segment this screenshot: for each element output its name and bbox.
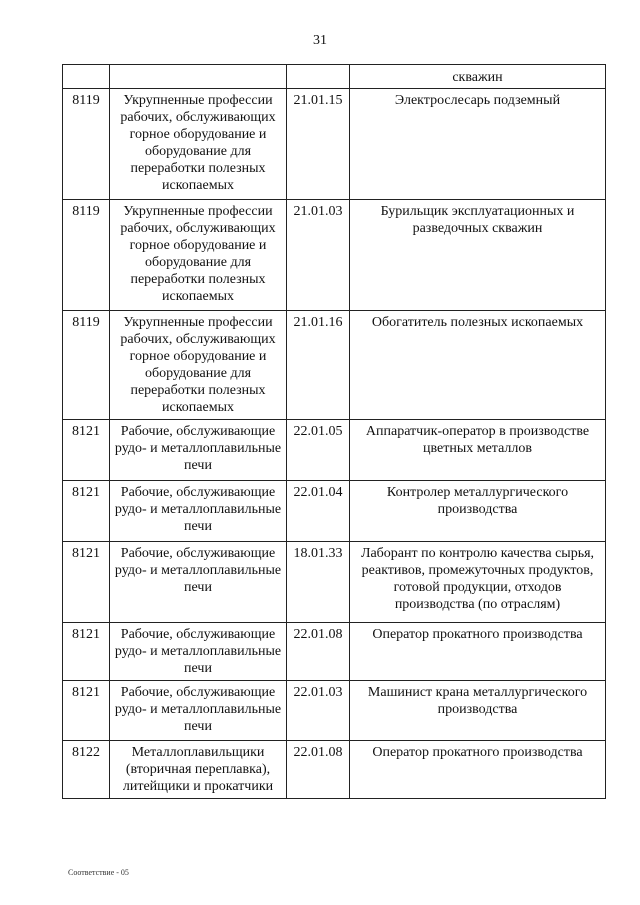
profession-cell: Аппаратчик-оператор в производстве цветных металлов bbox=[350, 420, 606, 481]
code-cell: 8122 bbox=[63, 741, 110, 799]
group-cell: Рабочие, обслуживающие рудо- и металлоплавильные печи bbox=[110, 542, 287, 623]
group-cell: Рабочие, обслуживающие рудо- и металлоплавильные печи bbox=[110, 681, 287, 741]
profession-cell: Бурильщик эксплуатационных и разведочных скважин bbox=[350, 200, 606, 311]
group-cell: Укрупненные профессии рабочих, обслуживающих горное оборудование и оборудование для переработки полезных ископаемых bbox=[110, 311, 287, 420]
profession-cell: Оператор прокатного производства bbox=[350, 741, 606, 799]
table-row bbox=[63, 681, 606, 741]
okso-cell: 22.01.08 bbox=[287, 623, 350, 681]
okso-cell: 22.01.08 bbox=[287, 741, 350, 799]
table-row bbox=[63, 311, 606, 420]
code-cell: 8121 bbox=[63, 623, 110, 681]
okso-cell: 22.01.03 bbox=[287, 681, 350, 741]
code-cell: 8119 bbox=[63, 311, 110, 420]
code-cell: 8119 bbox=[63, 89, 110, 200]
table-row bbox=[63, 623, 606, 681]
code-cell: 8119 bbox=[63, 200, 110, 311]
table-row bbox=[63, 65, 606, 89]
code-cell: 8121 bbox=[63, 542, 110, 623]
group-cell: Рабочие, обслуживающие рудо- и металлоплавильные печи bbox=[110, 420, 287, 481]
code-cell bbox=[63, 65, 110, 89]
code-cell: 8121 bbox=[63, 420, 110, 481]
okso-cell: 18.01.33 bbox=[287, 542, 350, 623]
okso-cell: 21.01.16 bbox=[287, 311, 350, 420]
code-cell: 8121 bbox=[63, 681, 110, 741]
professions-table bbox=[62, 64, 606, 799]
table-row bbox=[63, 200, 606, 311]
table-row bbox=[63, 542, 606, 623]
group-cell bbox=[110, 65, 287, 89]
page-number: 31 bbox=[313, 33, 327, 48]
profession-cell: Лаборант по контролю качества сырья, реактивов, промежуточных продуктов, готовой продукции, отходов производства (по отраслям) bbox=[350, 542, 606, 623]
group-cell: Укрупненные профессии рабочих, обслуживающих горное оборудование и оборудование для переработки полезных ископаемых bbox=[110, 89, 287, 200]
table-row bbox=[63, 420, 606, 481]
profession-cell: Обогатитель полезных ископаемых bbox=[350, 311, 606, 420]
okso-cell: 22.01.05 bbox=[287, 420, 350, 481]
profession-cell: Контролер металлургического производства bbox=[350, 481, 606, 542]
okso-cell: 22.01.04 bbox=[287, 481, 350, 542]
table-row bbox=[63, 741, 606, 799]
profession-cell: Машинист крана металлургического производства bbox=[350, 681, 606, 741]
okso-cell: 21.01.03 bbox=[287, 200, 350, 311]
profession-cell: Электрослесарь подземный bbox=[350, 89, 606, 200]
group-cell: Рабочие, обслуживающие рудо- и металлоплавильные печи bbox=[110, 481, 287, 542]
table-row bbox=[63, 481, 606, 542]
okso-cell: 21.01.15 bbox=[287, 89, 350, 200]
okso-cell bbox=[287, 65, 350, 89]
group-cell: Рабочие, обслуживающие рудо- и металлоплавильные печи bbox=[110, 623, 287, 681]
footer-note: Соответствие - 05 bbox=[68, 868, 129, 877]
table-row bbox=[63, 89, 606, 200]
profession-cell: Оператор прокатного производства bbox=[350, 623, 606, 681]
group-cell: Металлоплавильщики (вторичная переплавка), литейщики и прокатчики bbox=[110, 741, 287, 799]
code-cell: 8121 bbox=[63, 481, 110, 542]
profession-cell: скважин bbox=[350, 65, 606, 89]
group-cell: Укрупненные профессии рабочих, обслуживающих горное оборудование и оборудование для переработки полезных ископаемых bbox=[110, 200, 287, 311]
